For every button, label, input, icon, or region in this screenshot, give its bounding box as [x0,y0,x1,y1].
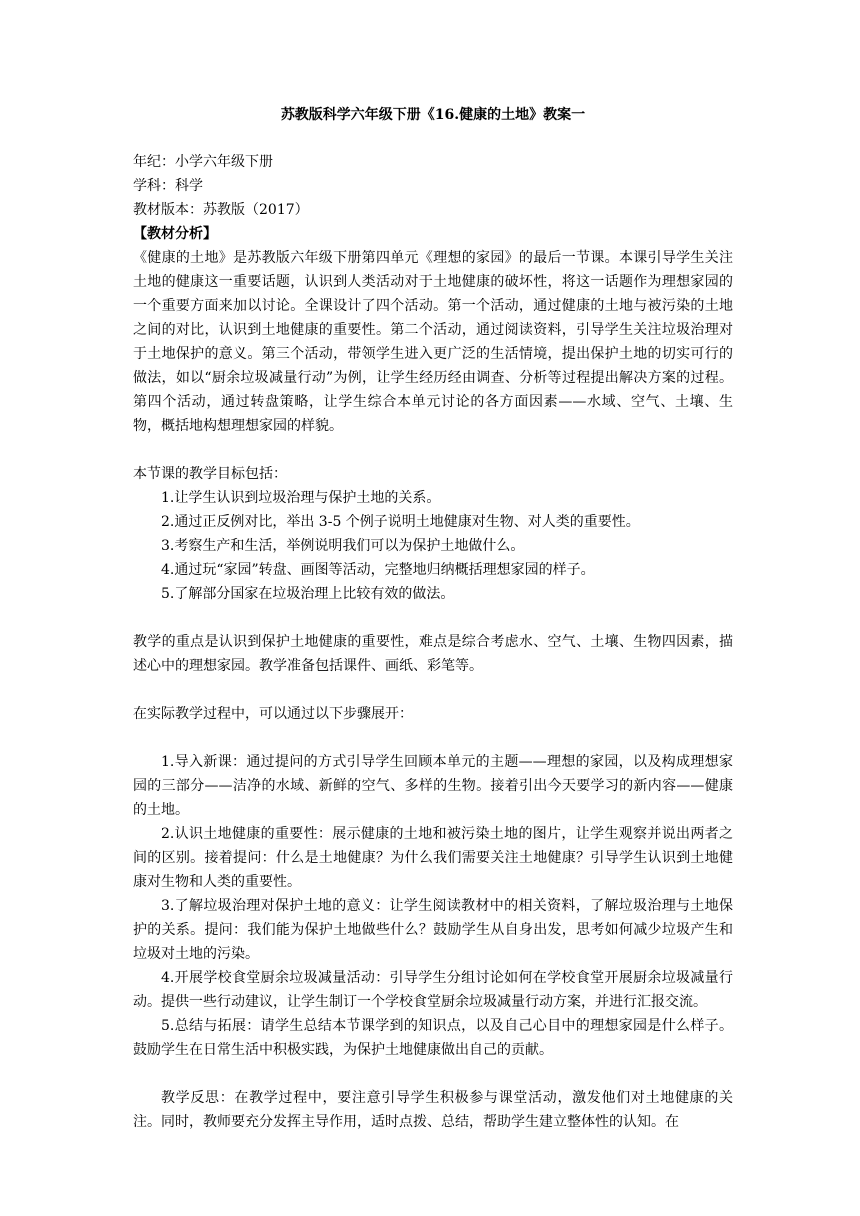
goals-intro: 本节课的教学目标包括： [133,466,287,482]
goal-item: 1.让学生认识到垃圾治理与保护土地的关系。 [161,490,441,506]
meta-edition: 教材版本：苏教版（2017） [133,202,309,218]
goal-item: 5.了解部分国家在垃圾治理上比较有效的做法。 [161,586,455,602]
reflection-paragraph: 教学反思：在教学过程中，要注意引导学生积极参与课堂活动，激发他们对土地健康的关注。同时，教师要充分发挥主导作用，适时点拨、总结，帮助学生建立整体性的认知。在 [133,1090,733,1130]
goal-item: 3.考察生产和生活，举例说明我们可以为保护土地做什么。 [161,538,525,554]
step-item: 1.导入新课：通过提问的方式引导学生回顾本单元的主题——理想的家园，以及构成理想家园的三部分——洁净的水域、新鲜的空气、多样的生物。接着引出今天要学习的新内容——健康的土地。 [133,754,733,818]
step-item: 3.了解垃圾治理对保护土地的意义：让学生阅读教材中的相关资料，了解垃圾治理与土地保护的关系。提问：我们能为保护土地做些什么？鼓励学生从自身出发，思考如何减少垃圾产生和垃圾对土地的污染。 [133,898,733,962]
step-item: 5.总结与拓展：请学生总结本节课学到的知识点，以及自己心目中的理想家园是什么样子。鼓励学生在日常生活中积极实践，为保护土地健康做出自己的贡献。 [133,1018,733,1058]
spacer [133,438,733,462]
goal-item: 4.通过玩“家园”转盘、画图等活动，完整地归纳概括理想家园的样子。 [161,562,595,578]
document-title: 苏教版科学六年级下册《16.健康的土地》教案一 [280,107,586,123]
analysis-paragraph: 《健康的土地》是苏教版六年级下册第四单元《理想的家园》的最后一节课。本课引导学生关注土地的健康这一重要话题，认识到人类活动对于土地健康的破坏性，将这一话题作为理想家园的一个重要方面来加以讨论。全课设计了四个活动。第一个活动，通过健康的土地与被污染的土地之间的对比，认识到土地健康的重要性。第二个活动，通过阅读资料，引导学生关注垃圾治理对于土地保护的意义。第三个活动，带领学生进入更广泛的生活情境，提出保护土地的切实可行的做法，如以“厨余垃圾减量行动”为例，让学生经历经由调查、分析等过程提出解决方案的过程。第四个活动，通过转盘策略，让学生综合本单元讨论的各方面因素——水域、空气、土壤、生物，概括地构想理想家园的样貌。 [133,250,733,434]
meta-grade: 年纪：小学六年级下册 [133,154,273,170]
spacer [133,606,733,630]
meta-subject: 学科：科学 [133,178,203,194]
spacer [133,1062,733,1086]
spacer [133,678,733,702]
step-item: 4.开展学校食堂厨余垃圾减量活动：引导学生分组讨论如何在学校食堂开展厨余垃圾减量行动。提供一些行动建议，让学生制订一个学校食堂厨余垃圾减量行动方案，并进行汇报交流。 [133,970,733,1010]
spacer [133,726,733,750]
goal-item: 2.通过正反例对比，举出 3-5 个例子说明土地健康对生物、对人类的重要性。 [161,514,640,530]
analysis-heading: 【教材分析】 [133,226,217,242]
step-item: 2.认识土地健康的重要性：展示健康的土地和被污染土地的图片，让学生观察并说出两者之间的区别。接着提问：什么是土地健康？为什么我们需要关注土地健康？引导学生认识到土地健康对生物和人类的重要性。 [133,826,733,890]
steps-intro: 在实际教学过程中，可以通过以下步骤展开： [133,706,413,722]
document-body [133,105,733,1134]
focus-paragraph: 教学的重点是认识到保护土地健康的重要性，难点是综合考虑水、空气、土壤、生物四因素，描述心中的理想家园。教学准备包括课件、画纸、彩笔等。 [133,634,733,674]
